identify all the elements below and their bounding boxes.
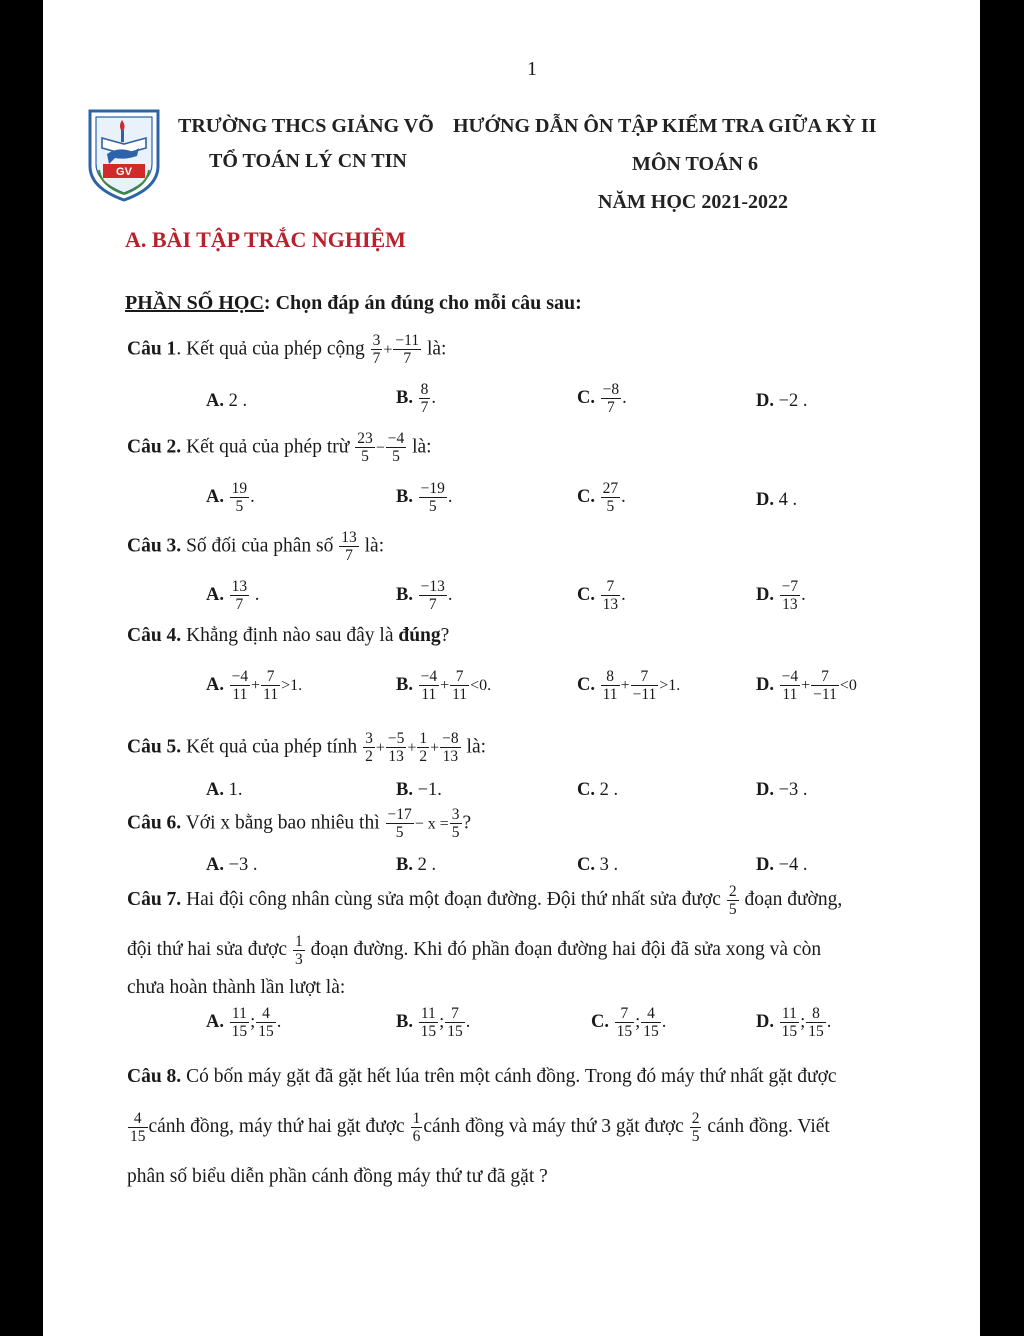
question-5: Câu 5. Kết quả của phép tính $\frac{3}{2}$ + $\frac{-5}{13}$ + $\frac{1}{2}$ + $\frac{-8}{13}$ là: (127, 730, 487, 766)
q7-option-b: B. $\frac{11}{15}$ ; $\frac{7}{15}$ . (396, 1005, 471, 1041)
school-logo (87, 108, 161, 202)
school-name: TRƯỜNG THCS GIẢNG VÕ (178, 115, 434, 137)
q1-option-b: B. $\frac{8}{7}$ . (396, 381, 436, 417)
q5-option-a: A. 1. (206, 780, 243, 800)
q4-option-d: D. $\frac{-4}{11}$ + $\frac{7}{-11}$ <0 (756, 668, 857, 704)
exam-page (43, 0, 980, 1336)
subject-title: MÔN TOÁN 6 (632, 153, 758, 175)
question-7-continued: chưa hoàn thành lần lượt là: (127, 977, 346, 998)
department-name: TỔ TOÁN LÝ CN TIN (209, 150, 407, 172)
q2-option-a: A. $\frac{19}{5}$ . (206, 480, 255, 516)
q7-option-d: D. $\frac{11}{15}$ ; $\frac{8}{15}$ . (756, 1005, 832, 1041)
q3-option-c: C. $\frac{7}{13}$ . (577, 578, 626, 614)
q4-option-c: C. $\frac{8}{11}$ + $\frac{7}{-11}$ >1. (577, 668, 681, 704)
q3-option-b: B. $\frac{-13}{7}$ . (396, 578, 453, 614)
q6-option-b: B. 2 . (396, 855, 437, 875)
q2-option-d: D. 4 . (756, 490, 798, 510)
page-number: 1 (527, 58, 537, 80)
school-year: NĂM HỌC 2021-2022 (598, 191, 788, 213)
q1-option-c: C. $\frac{-8}{7}$ . (577, 381, 627, 417)
logo-initials: GV (116, 166, 132, 178)
q6-option-d: D. −4 . (756, 855, 808, 875)
q2-option-c: C. $\frac{27}{5}$ . (577, 480, 626, 516)
document-title: HƯỚNG DẪN ÔN TẬP KIỂM TRA GIỮA KỲ II (453, 115, 877, 137)
question-2: Câu 2. Kết quả của phép trừ $\frac{23}{5}$ − $\frac{-4}{5}$ là: (127, 430, 432, 466)
q1-option-d: D. −2 . (756, 391, 808, 411)
q5-option-b: B. −1. (396, 780, 442, 800)
question-3: Câu 3. Số đối của phân số $\frac{13}{7}$ là: (127, 529, 385, 565)
section-title: A. BÀI TẬP TRẮC NGHIỆM (125, 227, 406, 252)
q3-option-a: A. $\frac{13}{7}$ . (206, 578, 260, 614)
question-1: Câu 1. Kết quả của phép cộng $\frac{3}{7}$ + $\frac{-11}{7}$ là: (127, 332, 447, 368)
q3-option-d: D. $\frac{-7}{13}$ . (756, 578, 806, 614)
q4-option-b: B. $\frac{-4}{11}$ + $\frac{7}{11}$ <0. (396, 668, 492, 704)
q7-option-c: C. $\frac{7}{15}$ ; $\frac{4}{15}$ . (591, 1005, 667, 1041)
question-7: Câu 7. Hai đội công nhân cùng sửa một đoạn đường. Đội thứ nhất sửa được $\frac{2}{5}$ đoạn đường, đội thứ hai sửa được $\frac{1}{3}$ đoạn đường. Khi đó phần đoạn đường hai đội đã sửa xong và còn (127, 882, 843, 969)
q7-option-a: A. $\frac{11}{15}$ ; $\frac{4}{15}$ . (206, 1005, 282, 1041)
q6-option-a: A. −3 . (206, 855, 258, 875)
q1-fraction-1: $\frac{3}{7}$ (372, 332, 381, 368)
question-6: Câu 6. Với x bằng bao nhiêu thì $\frac{-17}{5}$ − x = $\frac{3}{5}$ ? (127, 806, 472, 842)
q5-option-d: D. −3 . (756, 780, 808, 800)
part-heading: PHẦN SỐ HỌC: Chọn đáp án đúng cho mỗi câu sau: (125, 292, 582, 314)
q1-fraction-2: $\frac{-11}{7}$ (395, 332, 420, 368)
q5-option-c: C. 2 . (577, 780, 619, 800)
q2-option-b: B. $\frac{-19}{5}$ . (396, 480, 453, 516)
q4-option-a: A. $\frac{-4}{11}$ + $\frac{7}{11}$ >1. (206, 668, 303, 704)
q1-option-a: A. 2 . (206, 391, 248, 411)
question-8: Câu 8. Có bốn máy gặt đã gặt hết lúa trên một cánh đồng. Trong đó máy thứ nhất gặt được $\frac{4}{15}$ cánh đồng, máy thứ hai gặt được $\frac{1}{6}$ cánh đồng và máy thứ 3 gặt được $\frac{2}{5}$ cánh đồng. Viết phân số biểu diễn phần cánh đồng máy thứ tư đã gặt ? (127, 1066, 837, 1187)
question-4: Câu 4. Khẳng định nào sau đây là đúng? (127, 625, 450, 646)
q6-option-c: C. 3 . (577, 855, 619, 875)
